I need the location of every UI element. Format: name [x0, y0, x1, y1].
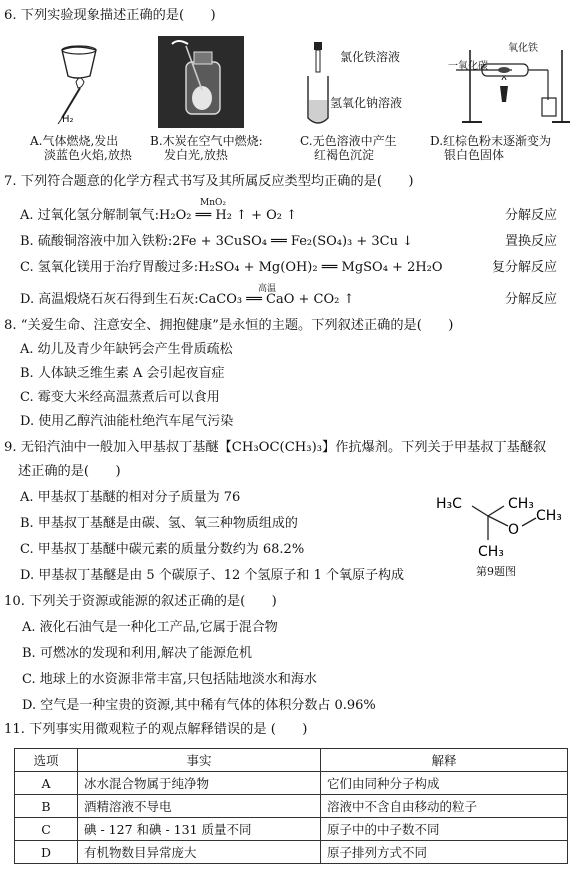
figure-9-caption: 第9题图: [476, 565, 516, 578]
row-explanation: 它们由同种分子构成: [321, 772, 568, 795]
figure-6a-gas-burning: [40, 38, 120, 126]
question-7-stem: 7. 下列符合题意的化学方程式书写及其所属反应类型均正确的是( ): [4, 174, 414, 189]
q7-option-d-type: 分解反应: [504, 292, 557, 307]
question-11-stem: 11. 下列事实用微观粒子的观点解释错误的是 ( ): [4, 722, 308, 737]
figure-6c-test-tube: [300, 40, 340, 128]
header-explanation: 解释: [321, 749, 568, 772]
table-row: [15, 772, 568, 795]
q8-option-b: B. 人体缺乏维生素 A 会引起夜盲症: [20, 366, 225, 381]
q7-option-a: A. 过氧化氢分解制氧气:H₂O₂ ══ H₂ ↑ + O₂ ↑: [20, 208, 297, 223]
table-row: [15, 818, 568, 841]
q10-option-b: B. 可燃冰的发现和利用,解决了能源危机: [22, 646, 252, 661]
figure-6c-label-top: 氯化铁溶液: [340, 50, 401, 64]
q7-option-c-type: 复分解反应: [491, 260, 557, 275]
q8-option-a: A. 幼儿及青少年缺钙会产生骨质疏松: [20, 342, 233, 357]
question-9-stem-line1: 9. 无铅汽油中一般加入甲基叔丁基醚【CH₃OC(CH₃)₃】作抗爆剂。下列关于甲基叔丁基醚叙: [4, 440, 547, 455]
row-explanation: 原子排列方式不同: [321, 841, 568, 864]
row-fact: 冰水混合物属于纯净物: [78, 772, 321, 795]
q9-option-c: C. 甲基叔丁基醚中碳元素的质量分数约为 68.2%: [20, 542, 305, 557]
q7-option-d: D. 高温煅烧石灰石得到生石灰:CaCO₃ ══ CaO + CO₂ ↑: [20, 292, 355, 307]
q6-option-b: B.木炭在空气中燃烧: 发白光,放热: [150, 134, 263, 162]
row-option: D: [15, 841, 78, 864]
q7-option-a-type: 分解反应: [504, 208, 557, 223]
figure-6b-photo: [158, 36, 244, 128]
ch3-bottom-label: CH₃: [478, 544, 504, 560]
q11-table-header: [15, 749, 568, 772]
header-option: 选项: [15, 749, 78, 772]
figure-6a-label: H₂: [62, 114, 74, 125]
question-9-stem-line2: 述正确的是( ): [18, 464, 121, 479]
q10-option-a: A. 液化石油气是一种化工产品,它属于混合物: [22, 620, 278, 635]
figure-6c-label-bottom: 氢氧化钠溶液: [330, 96, 403, 110]
q7-d-condition: 高温: [258, 284, 277, 294]
q6-option-a: A.气体燃烧,发出 淡蓝色火焰,放热: [30, 134, 132, 162]
oxygen-label: O: [508, 522, 520, 538]
q7-option-b-type: 置换反应: [504, 234, 557, 249]
q7-option-c: C. 氢氧化镁用于治疗胃酸过多:H₂SO₄ + Mg(OH)₂ ══ MgSO₄ + 2H₂O: [20, 260, 443, 275]
table-row: [15, 841, 568, 864]
q6-option-c: C.无色溶液中产生 红褐色沉淀: [300, 134, 397, 162]
question-10-stem: 10. 下列关于资源或能源的叙述正确的是( ): [4, 594, 277, 609]
q9-option-d: D. 甲基叔丁基醚是由 5 个碳原子、12 个氢原子和 1 个氧原子构成: [20, 568, 404, 583]
row-option: A: [15, 772, 78, 795]
question-8-stem: 8. “关爱生命、注意安全、拥抱健康”是永恒的主题。下列叙述正确的是( ): [4, 318, 454, 333]
question-6-stem: 6. 下列实验现象描述正确的是( ): [4, 8, 216, 23]
figure-9-structure: [432, 486, 572, 566]
ch3-right-label: CH₃: [536, 508, 562, 524]
h3c-label: H₃C: [436, 496, 462, 512]
row-explanation: 原子中的中子数不同: [321, 818, 568, 841]
row-fact: 碘 - 127 和碘 - 131 质量不同: [78, 818, 321, 841]
row-explanation: 溶液中不含自由移动的粒子: [321, 795, 568, 818]
q10-option-d: D. 空气是一种宝贵的资源,其中稀有气体的体积分数占 0.96%: [22, 698, 376, 713]
q11-table: [14, 748, 568, 864]
table-row: [15, 795, 568, 818]
row-option: B: [15, 795, 78, 818]
row-fact: 酒精溶液不导电: [78, 795, 321, 818]
figure-6d-label-fe2o3: 氧化铁: [508, 43, 538, 54]
header-fact: 事实: [78, 749, 321, 772]
ch3-top-label: CH₃: [508, 496, 534, 512]
q10-option-c: C. 地球上的水资源非常丰富,只包括陆地淡水和海水: [22, 672, 317, 687]
q7-a-condition: MnO₂: [200, 198, 226, 208]
figure-6d-label-co: 一氧化碳: [448, 61, 488, 72]
q6-option-d: D.红棕色粉末逐渐变为 银白色固体: [430, 134, 552, 162]
q8-option-c: C. 霉变大米经高温蒸煮后可以食用: [20, 390, 220, 405]
q9-option-b: B. 甲基叔丁基醚是由碳、氢、氧三种物质组成的: [20, 516, 298, 531]
q9-option-a: A. 甲基叔丁基醚的相对分子质量为 76: [20, 490, 241, 505]
q7-option-b: B. 硫酸铜溶液中加入铁粉:2Fe + 3CuSO₄ ══ Fe₂(SO₄)₃ + 3Cu ↓: [20, 234, 414, 249]
row-fact: 有机物数目异常庞大: [78, 841, 321, 864]
row-option: C: [15, 818, 78, 841]
q8-option-d: D. 使用乙醇汽油能杜绝汽车尾气污染: [20, 414, 234, 429]
